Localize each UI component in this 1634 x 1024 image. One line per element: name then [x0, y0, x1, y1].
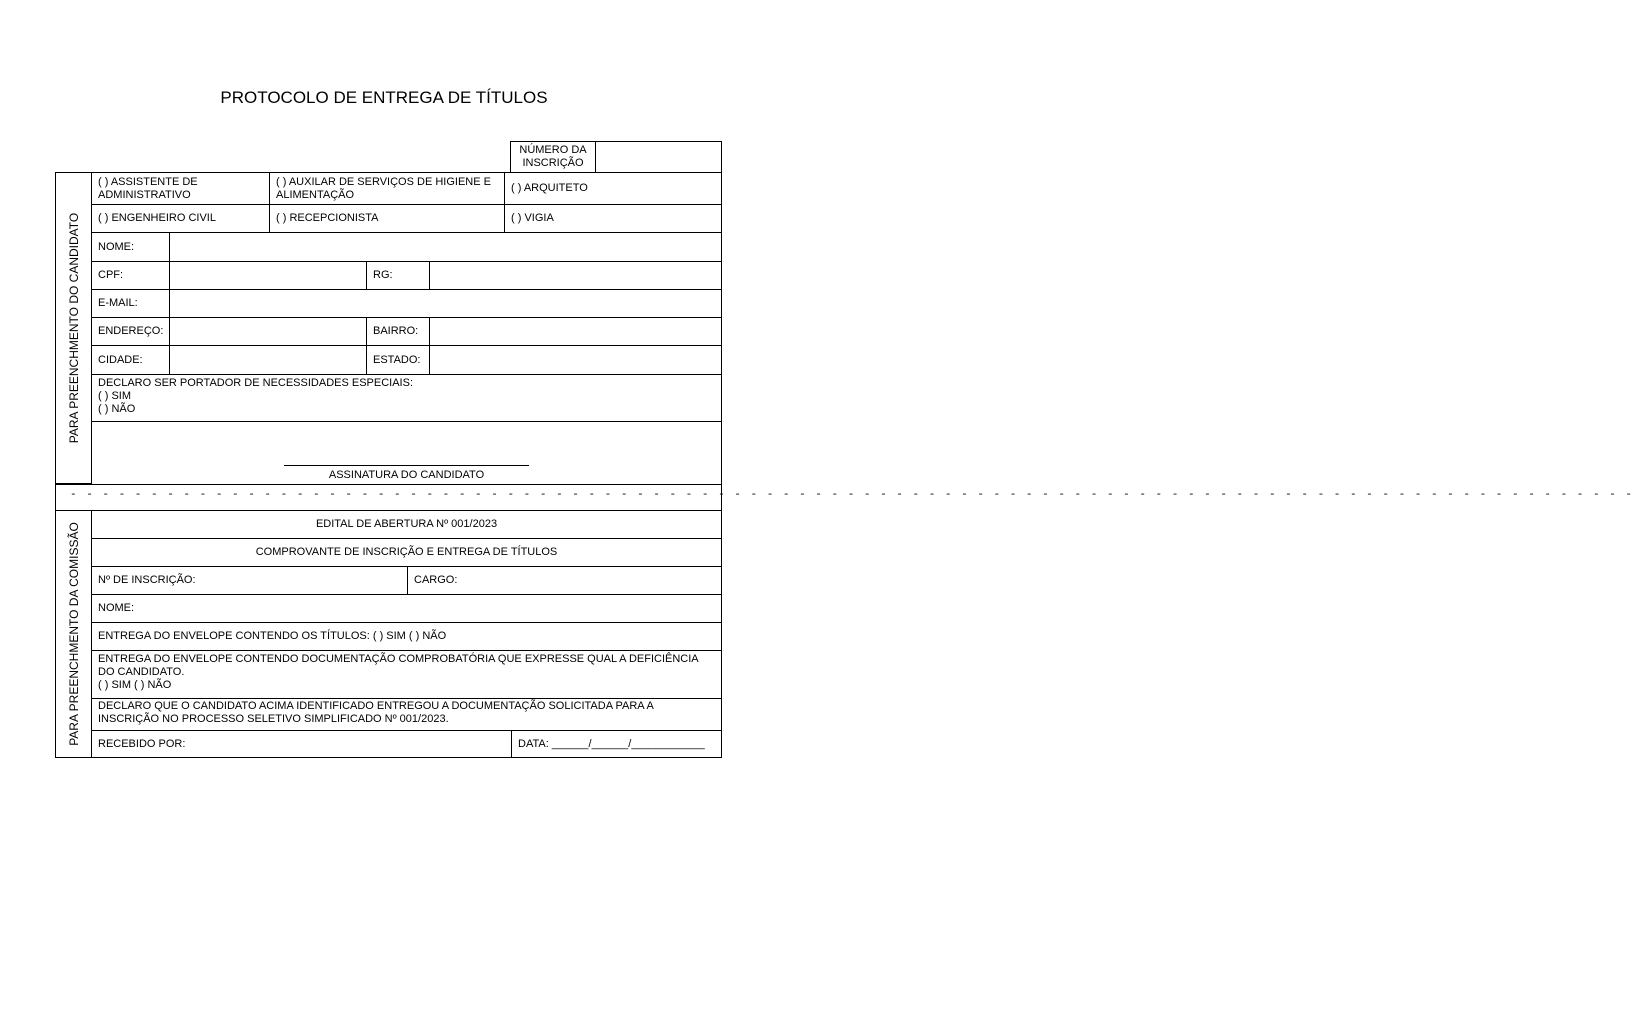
endereco-label: ENDEREÇO: — [91, 317, 170, 346]
candidate-side-label: PARA PREENCHMENTO DO CANDIDATO — [66, 212, 81, 444]
cargo-field[interactable] — [407, 566, 722, 595]
cpf-label: CPF: — [91, 261, 170, 290]
bairro-field[interactable] — [429, 317, 722, 346]
cargo-label: CARGO: — [414, 574, 458, 586]
commission-side-label-cell — [55, 510, 92, 758]
cidade-label: CIDADE: — [91, 345, 170, 375]
cut-line: - - - - - - - - - - - - - - - - - - - - - - - - - - - - - - - - - - - - - - - - - - - - - - - - - - - - - - - - - - - - - - - - - - - - - - - - - - - - - - - - - - - - - - - - - - - - - - - - - — [70, 489, 1634, 501]
data-label: DATA: ______/______/____________ — [518, 737, 705, 750]
inscricao-label: Nº DE INSCRIÇÃO: — [98, 574, 196, 586]
option-auxiliar[interactable]: ( ) AUXILAR DE SERVIÇOS DE HIGIENE E ALIMENTAÇÃO — [269, 172, 505, 205]
commission-side-label: PARA PREENCHMENTO DA COMISSÃO — [66, 522, 81, 746]
estado-label: ESTADO: — [366, 345, 430, 375]
cidade-field[interactable] — [169, 345, 367, 375]
option-vigia[interactable]: ( ) VIGIA — [504, 204, 722, 233]
option-engenheiro[interactable]: ( ) ENGENHEIRO CIVIL — [91, 204, 270, 233]
option-assistente[interactable]: ( ) ASSISTENTE DE ADMINISTRATIVO — [91, 172, 270, 205]
necessidades-label: DECLARO SER PORTADOR DE NECESSIDADES ESPECIAIS: — [98, 377, 414, 389]
commission-nome-field[interactable] — [91, 594, 722, 623]
assinatura-line — [284, 465, 529, 466]
rg-field[interactable] — [429, 261, 722, 290]
estado-field[interactable] — [429, 345, 722, 375]
declaracao-row: DECLARO QUE O CANDIDATO ACIMA IDENTIFICADO ENTREGOU A DOCUMENTAÇÃO SOLICITADA PARA A INSCRIÇÃO NO PROCESSO SELETIVO SIMPLIFICADO Nº 001/2023. — [91, 698, 722, 731]
nome-label: NOME: — [91, 232, 170, 262]
nome-field[interactable] — [169, 232, 722, 262]
necessidades-nao-option[interactable]: ( ) NÃO — [98, 403, 136, 415]
necessidades-sim-option[interactable]: ( ) SIM — [98, 390, 131, 402]
data-field[interactable] — [511, 730, 722, 758]
email-label: E-MAIL: — [91, 289, 170, 318]
inscricao-field[interactable] — [91, 566, 408, 595]
assinatura-label: ASSINATURA DO CANDIDATO — [328, 469, 485, 481]
entrega-doc-options: ( ) SIM ( ) NÃO — [98, 679, 172, 691]
numero-inscricao-field[interactable] — [595, 141, 722, 173]
email-field[interactable] — [169, 289, 722, 318]
recebido-por-field[interactable] — [91, 730, 512, 758]
option-arquiteto[interactable]: ( ) ARQUITETO — [504, 172, 722, 205]
recebido-por-label: RECEBIDO POR: — [98, 737, 186, 750]
rg-label: RG: — [366, 261, 430, 290]
endereco-field[interactable] — [169, 317, 367, 346]
candidate-side-label-cell — [55, 172, 92, 484]
numero-inscricao-label: NÚMERO DA INSCRIÇÃO — [510, 141, 596, 173]
document-title: PROTOCOLO DE ENTREGA DE TÍTULOS — [220, 88, 548, 107]
cpf-field[interactable] — [169, 261, 367, 290]
entrega-titulos-row[interactable]: ENTREGA DO ENVELOPE CONTENDO OS TÍTULOS: ( ) SIM ( ) NÃO — [91, 622, 722, 651]
option-recepcionista[interactable]: ( ) RECEPCIONISTA — [269, 204, 505, 233]
necessidades-especiais — [91, 374, 722, 422]
edital-heading: EDITAL DE ABERTURA Nº 001/2023 — [91, 510, 722, 539]
bairro-label: BAIRRO: — [366, 317, 430, 346]
commission-nome-label: NOME: — [98, 602, 135, 614]
comprovante-heading: COMPROVANTE DE INSCRIÇÃO E ENTREGA DE TÍTULOS — [91, 538, 722, 567]
entrega-documentacao-row[interactable]: ENTREGA DO ENVELOPE CONTENDO DOCUMENTAÇÃO COMPROBATÓRIA QUE EXPRESSE QUAL A DEFICIÊNCIA DO CANDIDATO. ( ) SIM ( ) NÃO — [91, 650, 722, 699]
